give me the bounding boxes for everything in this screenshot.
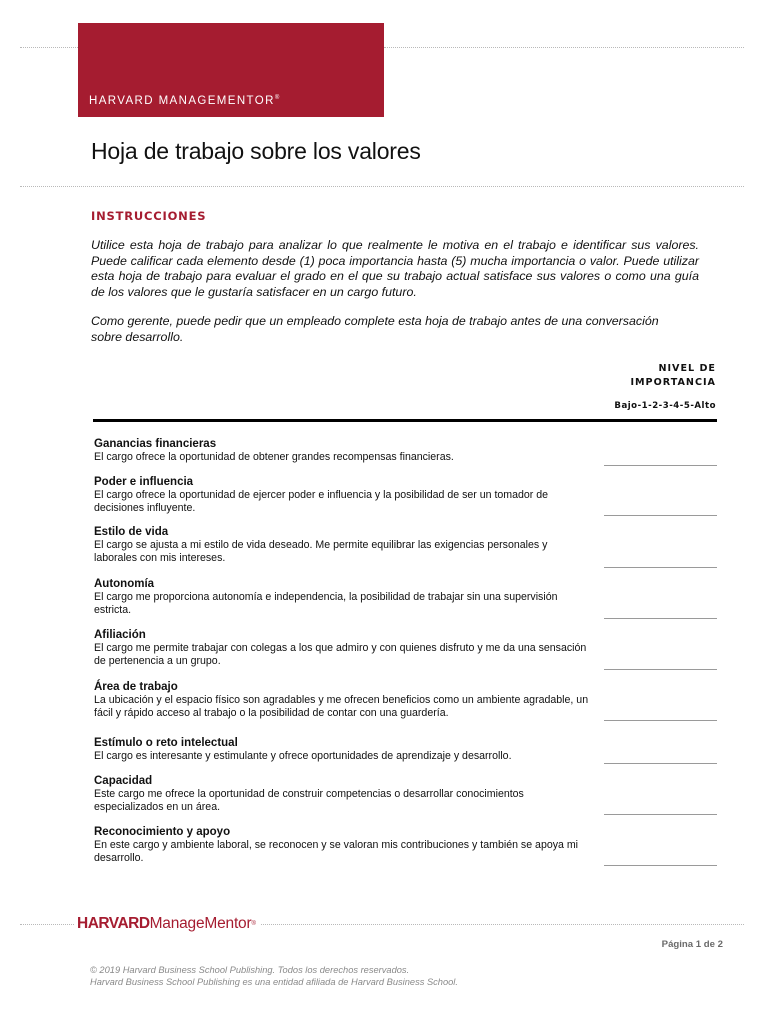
value-item-title: Estímulo o reto intelectual — [94, 737, 238, 749]
value-item-description: El cargo me permite trabajar con colegas a los que admiro y con quienes disfruto y me da una sensación de pertenencia a un grupo. — [94, 642, 587, 667]
value-item-description: Este cargo me ofrece la oportunidad de construir competencias o desarrollar conocimientos especializados en un área. — [94, 788, 524, 813]
copyright-line-2: Harvard Business School Publishing es una entidad afiliada de Harvard Business School. — [90, 977, 458, 987]
instructions-paragraph-2: Como gerente, puede pedir que un empleado complete esta hoja de trabajo antes de una conversación sobre desarrollo. — [91, 314, 659, 344]
value-item-title: Poder e influencia — [94, 476, 194, 488]
brand-banner — [78, 23, 384, 117]
rating-input-affiliation[interactable] — [604, 669, 717, 670]
value-item-title: Afiliación — [94, 629, 146, 641]
brand-registered-mark: ® — [274, 95, 280, 102]
rating-input-work-area[interactable] — [604, 720, 717, 721]
footer-logo-registered-mark: ® — [251, 921, 256, 927]
rating-input-financial[interactable] — [604, 465, 717, 466]
rating-input-intellectual-challenge[interactable] — [604, 763, 717, 764]
rating-input-lifestyle[interactable] — [604, 567, 717, 568]
value-item-title: Estilo de vida — [94, 526, 169, 538]
header-dotted-rule-left — [20, 47, 78, 48]
instructions-heading: INSTRUCCIONES — [91, 209, 207, 223]
value-item-autonomy — [94, 577, 590, 617]
header-dotted-rule-right — [384, 47, 744, 48]
copyright-notice — [90, 964, 458, 988]
value-item-description: El cargo se ajusta a mi estilo de vida deseado. Me permite equilibrar las exigencias personales y laborales con mis intereses. — [94, 539, 548, 564]
importance-heading-line-2: IMPORTANCIA — [630, 376, 716, 388]
page-title: Hoja de trabajo sobre los valores — [91, 138, 421, 164]
value-item-title: Capacidad — [94, 775, 153, 787]
value-item-description: La ubicación y el espacio físico son agradables y me ofrecen beneficios como un ambiente agradable, un fácil y rápido acceso al trabajo o la posibilidad de contar con una guardería. — [94, 694, 589, 719]
rating-input-capacity[interactable] — [604, 814, 717, 815]
value-item-description: El cargo me proporciona autonomía e independencia, la posibilidad de trabajar sin una supervisión estricta. — [94, 591, 558, 616]
value-item-intellectual-challenge — [94, 736, 590, 763]
footer-logo — [74, 913, 260, 935]
instructions-paragraph-1: Utilice esta hoja de trabajo para analizar lo que realmente le motiva en el trabajo e identificar sus valores. Puede calificar cada elemento desde (1) poca importancia hasta (5) mucha importancia o valor. Puede utilizar esta hoja de trabajo para evaluar el grado en el que su trabajo actual satisface sus valores o como una guía de los valores que le gustaría satisfacer en un cargo futuro. — [91, 238, 699, 299]
value-item-work-area — [94, 680, 590, 720]
value-item-lifestyle — [94, 525, 590, 565]
rating-input-recognition[interactable] — [604, 865, 717, 866]
importance-column-heading — [630, 362, 716, 389]
brand-banner-label — [89, 95, 279, 107]
value-item-title: Área de trabajo — [94, 681, 178, 693]
value-item-description: El cargo ofrece la oportunidad de obtener grandes recompensas financieras. — [94, 451, 454, 463]
rating-input-power[interactable] — [604, 515, 717, 516]
brand-name: HARVARD MANAGEMENTOR — [89, 95, 275, 107]
value-item-recognition — [94, 825, 590, 865]
copyright-line-1: © 2019 Harvard Business School Publishing. Todos los derechos reservados. — [90, 965, 410, 975]
value-item-title: Ganancias financieras — [94, 438, 217, 450]
footer-logo-managementor: ManageMentor — [149, 915, 252, 932]
footer-logo-harvard: HARVARD — [77, 915, 150, 932]
importance-scale-label: Bajo-1-2-3-4-5-Alto — [614, 401, 716, 411]
page-number: Página 1 de 2 — [661, 939, 723, 950]
value-item-financial — [94, 437, 590, 464]
importance-heading-line-1: NIVEL DE — [658, 363, 716, 374]
value-item-description: En este cargo y ambiente laboral, se reconocen y se valoran mis contribuciones y también se apoya mi desarrollo. — [94, 839, 579, 864]
rating-input-autonomy[interactable] — [604, 618, 717, 619]
title-dotted-rule — [20, 186, 744, 187]
value-item-capacity — [94, 774, 590, 814]
value-item-description: El cargo ofrece la oportunidad de ejercer poder e influencia y la posibilidad de ser un tomador de decisiones influyente. — [94, 489, 549, 514]
value-item-description: El cargo es interesante y estimulante y ofrece oportunidades de aprendizaje y desarrollo. — [94, 750, 512, 762]
value-item-power — [94, 475, 590, 515]
value-item-affiliation — [94, 628, 590, 668]
table-header-rule — [93, 419, 717, 422]
value-item-title: Reconocimiento y apoyo — [94, 826, 231, 838]
value-item-title: Autonomía — [94, 578, 155, 590]
